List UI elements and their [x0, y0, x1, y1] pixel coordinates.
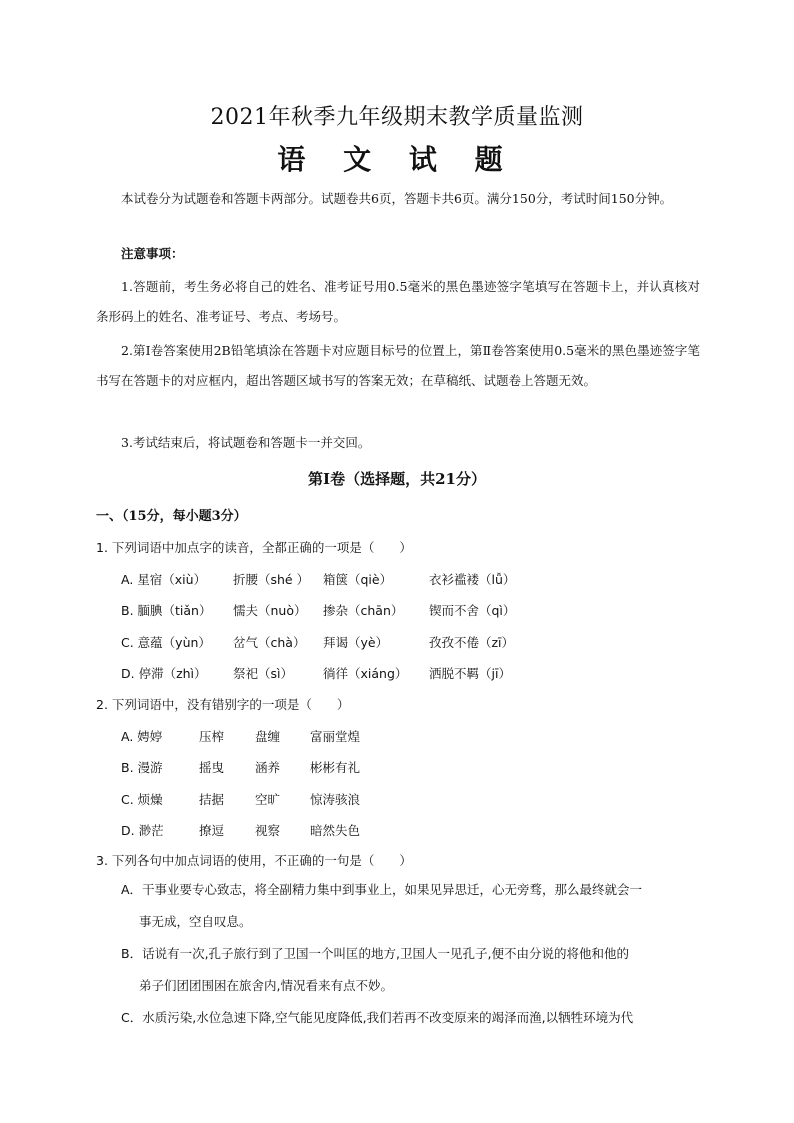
option-cell: 折腰（shé ）	[233, 572, 310, 587]
option-cell: 衣衫褴褛（lǚ）	[429, 572, 516, 587]
option-text: A．干事业要专心致志，将全副精力集中到事业上，如果见异思迁，心无旁骛，那么最终就会一	[121, 882, 643, 897]
subject-title: 语 文 试 题	[277, 143, 517, 176]
option-cell: 摇曳	[199, 760, 225, 775]
option-cell: 祭祀（sì）	[233, 666, 293, 681]
part-title: 一、（15分，每小题3分）	[96, 509, 247, 524]
option-text-continued: 事无成，空自叹息。	[139, 914, 252, 929]
option-cell: D. 停滞（zhì）	[121, 666, 207, 681]
option-cell: 锲而不舍（qì）	[429, 603, 516, 618]
notice-item-1: 1.答题前，考生务必将自己的姓名、准考证号用0.5毫米的黑色墨迹签字笔填写在答题卡上，并认真核对条形码上的姓名、准考证号、考点、考场号。	[96, 279, 700, 324]
question-3-option-a	[121, 874, 701, 938]
question-3-option-c	[121, 1002, 701, 1034]
option-cell: B. 漫游	[121, 760, 163, 775]
option-text-continued: 弟子们团团围困在旅舍内,情况看来有点不妙。	[139, 978, 393, 993]
option-cell: 拜谒（yè）	[323, 635, 389, 650]
option-cell: 岔气（chà）	[233, 635, 306, 650]
option-cell: B. 腼腆（tiǎn）	[121, 603, 212, 618]
option-cell: 撩逗	[199, 823, 225, 838]
option-text: B．话说有一次,孔子旅行到了卫国一个叫匡的地方,卫国人一见孔子,便不由分说的将他和他的	[121, 946, 629, 961]
option-text: C．水质污染,水位急速下降,空气能见度降低,我们若再不改变原来的竭泽而渔,以牺牲环境为代	[121, 1010, 634, 1025]
exam-intro: 本试卷分为试题卷和答题卡两部分。试题卷共6页，答题卡共6页。满分150分，考试时间150分钟。	[121, 191, 673, 206]
option-cell: 拮据	[199, 792, 225, 807]
exam-title: 2021年秋季九年级期末教学质量监测	[210, 105, 584, 130]
option-cell: 懦夫（nuò）	[233, 603, 307, 618]
section-title: 第Ⅰ卷（选择题，共21分）	[308, 470, 486, 488]
question-3-option-b	[121, 938, 701, 1002]
option-cell: 彬彬有礼	[310, 760, 361, 775]
option-cell: 暗然失色	[310, 823, 361, 838]
option-cell: C. 烦燥	[121, 792, 163, 807]
option-cell: A. 星宿（xiù）	[121, 572, 207, 587]
question-3-stem: 3. 下列各句中加点词语的使用，不正确的一句是（ ）	[96, 853, 412, 868]
question-1-stem: 1. 下列词语中加点字的读音，全都正确的一项是（ ）	[96, 540, 412, 555]
option-cell: 孜孜不倦（zī）	[429, 635, 515, 650]
option-cell: 空旷	[255, 792, 281, 807]
notice-item-3: 3.考试结束后，将试题卷和答题卡一并交回。	[121, 435, 371, 450]
option-cell: 惊涛骇浪	[310, 792, 361, 807]
option-cell: 洒脱不羁（jī）	[429, 666, 511, 681]
option-cell: 掺杂（chān）	[323, 603, 404, 618]
option-cell: 盘缠	[255, 729, 281, 744]
option-cell: 富丽堂煌	[310, 729, 361, 744]
option-cell: A. 娉婷	[121, 729, 163, 744]
option-cell: 视察	[255, 823, 281, 838]
option-cell: C. 意蕴（yùn）	[121, 635, 211, 650]
option-cell: D. 渺茫	[121, 823, 164, 838]
option-cell: 涵养	[255, 760, 281, 775]
option-cell: 徜徉（xiáng）	[323, 666, 408, 681]
question-2-stem: 2. 下列词语中，没有错别字的一项是（ ）	[96, 697, 350, 712]
option-cell: 箱箧（qiè）	[323, 572, 393, 587]
notice-item-2: 2.第Ⅰ卷答案使用2B铅笔填涂在答题卡对应题目标号的位置上，第Ⅱ卷答案使用0.5毫米的黑色墨迹签字笔书写在答题卡的对应框内，超出答题区域书写的答案无效；在草稿纸、试题卷上答题无效。	[96, 343, 700, 388]
notice-heading: 注意事项：	[121, 246, 184, 261]
option-cell: 压榨	[199, 729, 225, 744]
